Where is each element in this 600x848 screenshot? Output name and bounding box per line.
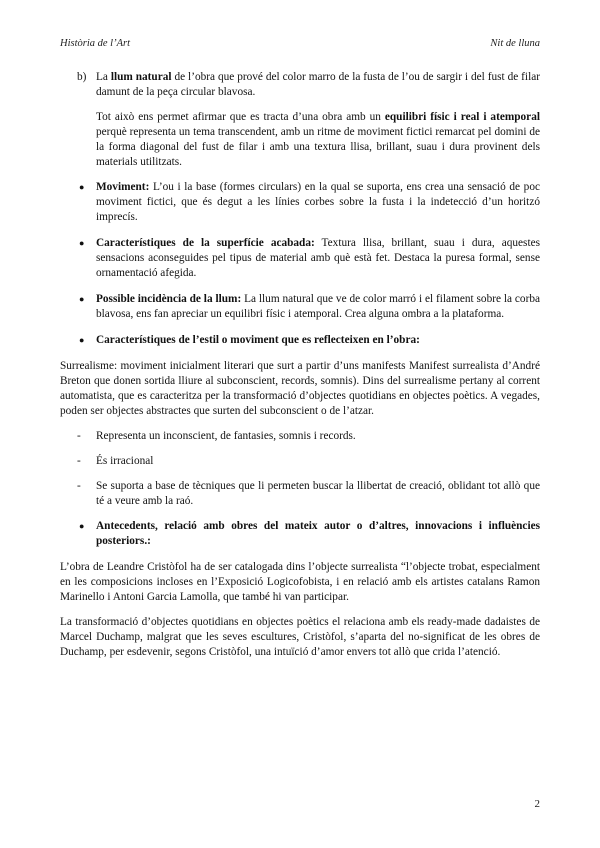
- dash-text: Representa un inconscient, de fantasies, somnis i records.: [96, 430, 356, 442]
- bullet-bold: Característiques de l’estil o moviment que es reflecteixen en l’obra:: [96, 334, 420, 346]
- page-number: 2: [534, 798, 540, 810]
- dash-marker: -: [77, 430, 81, 442]
- bullet-bold: Possible incidència de la llum:: [96, 293, 242, 305]
- list-marker: b): [77, 71, 87, 83]
- bullet-moviment: [60, 180, 540, 225]
- dash-item-tecniques: [60, 479, 540, 509]
- equilibri-bold: equilibri físic i real i atemporal: [384, 111, 540, 123]
- bullet-antecedents: [60, 519, 540, 549]
- bullet-icon: ●: [79, 335, 85, 345]
- bullet-text: L’ou i la base (formes circulars) en la qual se suporta, ens crea una sensació de poc moviment fictici, que és degut a les línies corbes sobre la fusta i la indetecció d’un horitzó imprecís.: [96, 181, 540, 223]
- header-left-title: Història de l’Art: [60, 38, 130, 49]
- bullet-text: La llum natural que ve de color marró i el filament sobre la corba blavosa, ens fan apreciar un equilibri físic i atemporal. Crea alguna ombra a la plataforma.: [96, 293, 541, 320]
- bullet-icon: ●: [79, 182, 85, 192]
- bullet-bold: Moviment:: [96, 181, 150, 193]
- bullet-superficie: [60, 236, 540, 281]
- bullet-bold: Antecedents, relació amb obres del mateix autor o d’altres, innovacions i influències posteriors.:: [96, 520, 540, 547]
- header-right-title: Nit de lluna: [490, 38, 540, 49]
- bullet-icon: ●: [79, 238, 85, 248]
- paragraph-equilibri: [60, 110, 540, 170]
- paragraph-obra: L’obra de Leandre Cristòfol ha de ser catalogada dins l’objecte surrealista “l’objecte trobat, especialment en les composicions incloses en l’Exposició Logicofobista, i en relació amb els artistes catalans Ramon Marinello i Antoni Garcia Lamolla, que també hi van participar.: [60, 561, 540, 603]
- paragraph-transformacio: La transformació d’objectes quotidians en objectes poètics el relaciona amb els ready-made dadaistes de Marcel Duchamp, malgrat que les seves escultures, Cristòfol, s’aparta del no-significat de les obres de Duchamp, per esdevenir, segons Cristòfol, una intuïció d’amor envers tot allò que crida l’atenció.: [60, 616, 540, 658]
- page-header: [60, 38, 540, 52]
- page-content: [60, 70, 540, 670]
- bullet-text: Textura llisa, brillant, suau i dura, aquestes sensacions aconseguides pel tipus de material amb què està fet. Destaca la puresa formal, sense ornamentació afegida.: [96, 237, 540, 279]
- item-b-bold: llum natural: [110, 71, 172, 83]
- bullet-estil: [60, 333, 540, 348]
- dash-item-irracional: [60, 454, 540, 469]
- item-b-rest: de l’obra que prové del color marro de la fusta de l’ou de sargir i del fust de filar damunt de la peça circular blavosa.: [96, 71, 540, 98]
- paragraph-surrealisme: Surrealisme: moviment inicialment literari que surt a partir d’uns manifests Manifest surrealista d’André Breton que donen sortida lliure al subconscient, records, somnis). Dins del surrealisme pertany al corrent automatista, que es caracteritza per la transformació d’objectes quotidians en objectes poètics. A vegades, poden ser objectes abstractes que surten del subconscient o de l’atzar.: [60, 360, 540, 417]
- bullet-llum: [60, 292, 540, 322]
- dash-text: Se suporta a base de tècniques que li permeten buscar la llibertat de creació, oblidant tot allò que té a veure amb la raó.: [96, 480, 540, 507]
- item-b-pre: La: [96, 71, 111, 83]
- list-item-b: [60, 70, 540, 100]
- dash-marker: -: [77, 480, 81, 492]
- equilibri-rest: perquè representa un tema transcendent, amb un ritme de moviment fictici remarcat pel domini de la forma diagonal del fust de filar i amb una textura llisa, brillant, suau i dura provinent dels materials utilitzats.: [96, 126, 540, 168]
- dash-text: És irracional: [96, 455, 154, 467]
- equilibri-pre: Tot això ens permet afirmar que es tracta d’una obra amb un: [96, 111, 385, 123]
- dash-marker: -: [77, 455, 81, 467]
- bullet-bold: Característiques de la superfície acabada:: [96, 237, 315, 249]
- dash-item-inconscient: [60, 429, 540, 444]
- bullet-icon: ●: [79, 521, 85, 531]
- bullet-icon: ●: [79, 294, 85, 304]
